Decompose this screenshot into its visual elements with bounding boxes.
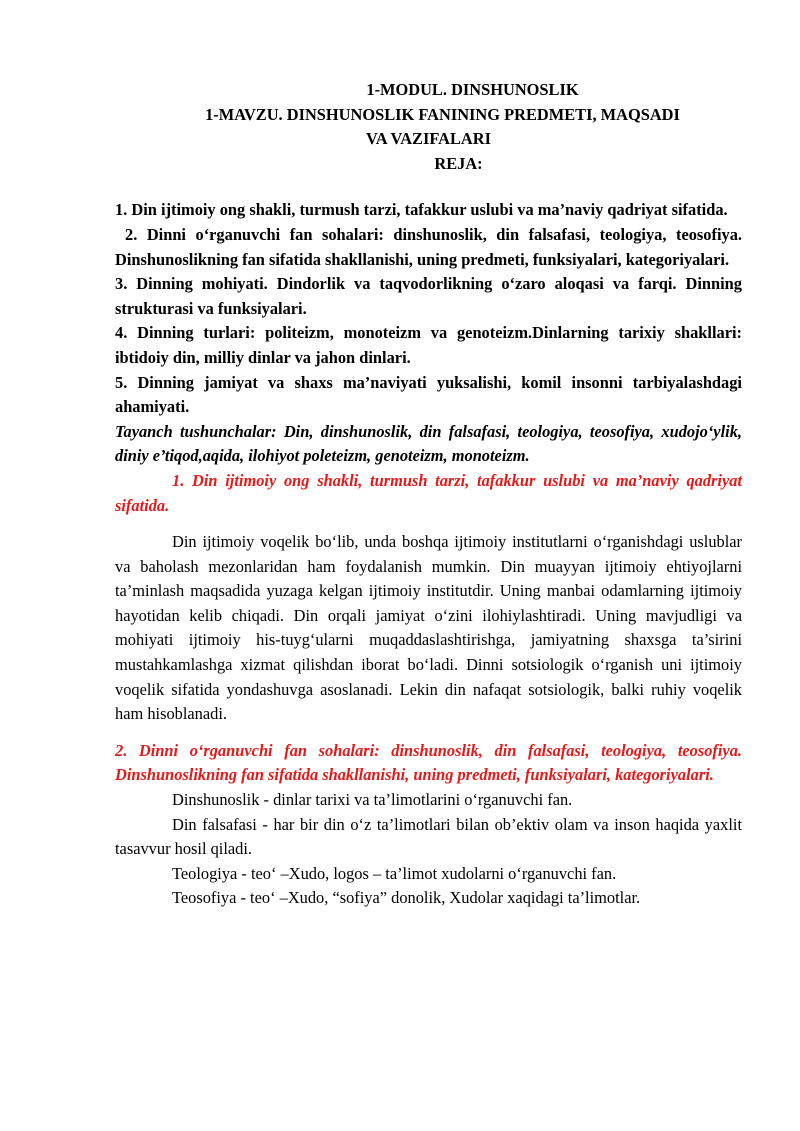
definition-din-falsafasi: Din falsafasi - har bir din o‘z ta’limotlari bilan ob’ektiv olam va inson haqida yaxlit tasavvur hosil qiladi. <box>115 814 742 859</box>
definition-teosofiya: Teosofiya - teo‘ –Xudo, “sofiya” donolik, Xudolar xaqidagi ta’limotlar. <box>172 888 641 908</box>
plan-list <box>115 198 742 419</box>
key-concepts: Tayanch tushunchalar: Din, dinshunoslik, din falsafasi, teologiya, teosofiya, xudojo‘ylik, diniy e’tiqod,aqida, ilohiyot poleteizm, genoteizm, monoteizm. <box>115 421 742 466</box>
plan-item-1: 1. Din ijtimoiy ong shakli, turmush tarzi, tafakkur uslubi va ma’naviy qadriyat sifatida. <box>115 200 728 220</box>
plan-item-3: 3. Dinning mohiyati. Dindorlik va taqvodorlikning o‘zaro aloqasi va farqi. Dinning strukturasi va funksiyalari. <box>115 274 742 318</box>
plan-item-2: 2. Dinni o‘rganuvchi fan sohalari: dinshunoslik, din falsafasi, teologiya, teosofiya. Dinshunoslikning fan sifatida shakllanishi, uning predmeti, funksiyalari, kategoriyalari. <box>115 224 742 269</box>
plan-item-5: 5. Dinning jamiyat va shaxs ma’naviyati yuksalishi, komil insonni tarbiyalashdagi ahamiyati. <box>115 372 742 417</box>
topic-title-line2: VA VAZIFALARI <box>366 129 491 149</box>
module-title: 1-MODUL. DINSHUNOSLIK <box>366 80 579 99</box>
section1-body: Din ijtimoiy voqelik bo‘lib, unda boshqa ijtimoiy institutlarni o‘rganishdagi uslublar va baholash mezonlaridan ham foydalanish mumkin. Din muayyan ijtimoiy ehtiyojlarni ta’minlash maqsadida yuzaga kelgan ijtimoiy institutdir. Uning manbai odamlarning ijtimoiy hayotidan kelib chiqadi. Din orqali jamiyat o‘zini ilohiylashtiradi. Uning mavjudligi va mohiyati ijtimoiy his-tuyg‘ularni muqaddaslashtirishga, jamiyatning shaxsga ta’sirini mustahkamlashga xizmat qilishdan iborat bo‘ladi. Dinni sotsiologik o‘rganish uni ijtimoiy voqelik sifatida yondashuvga asoslanadi. Lekin din nafaqat sotsiologik, balki ruhiy voqelik ham hisoblanadi. <box>115 532 742 724</box>
section2-heading: 2. Dinni o‘rganuvchi fan sohalari: dinshunoslik, din falsafasi, teologiya, teosofiya. Dinshunoslikning fan sifatida shakllanishi, uning predmeti, funksiyalari, kategoriyalari. <box>115 740 742 785</box>
plan-title: REJA: <box>434 153 483 173</box>
topic-title-line1: 1-MAVZU. DINSHUNOSLIK FANINING PREDMETI, MAQSADI <box>205 104 680 124</box>
definition-teologiya: Teologiya - teo‘ –Xudo, logos – ta’limot xudolarni o‘rganuvchi fan. <box>172 863 617 883</box>
definition-dinshunoslik: Dinshunoslik - dinlar tarixi va ta’limotlarini o‘rganuvchi fan. <box>172 790 573 810</box>
document-page <box>115 78 742 911</box>
plan-item-4: 4. Dinning turlari: politeizm, monoteizm va genoteizm.Dinlarning tarixiy shakllari: ibtidoiy din, milliy dinlar va jahon dinlari. <box>115 323 742 367</box>
section1-heading: 1. Din ijtimoiy ong shakli, turmush tarzi, tafakkur uslubi va ma’naviy qadriyat sifatida. <box>115 470 742 515</box>
